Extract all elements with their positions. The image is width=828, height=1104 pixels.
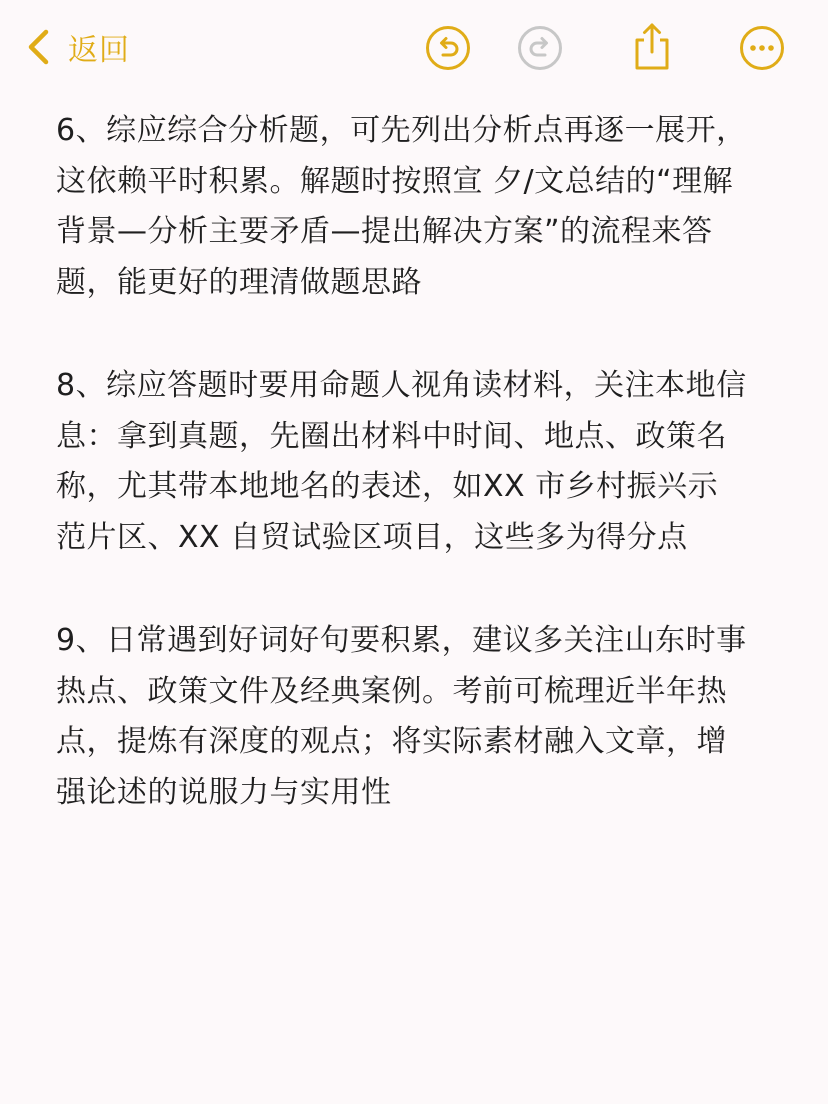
- note-paragraph: 6、综应综合分析题，可先列出分析点再逐一展开， 这依赖平时积累。解题时按照宣 夕/文总结的“理解 背景—分析主要矛盾—提出解决方案”的流程来答 题，能更好的理清做题思路: [56, 113, 747, 300]
- redo-button[interactable]: [516, 24, 564, 72]
- back-button[interactable]: [24, 26, 130, 68]
- chevron-left-icon: [24, 27, 52, 67]
- more-icon: [738, 24, 786, 72]
- more-button[interactable]: [738, 24, 786, 72]
- undo-icon: [424, 24, 472, 72]
- navigation-bar: [0, 0, 828, 96]
- note-paragraph: 8、综应答题时要用命题人视角读材料，关注本地信 息：拿到真题，先圈出材料中时间、地点、政策名 称，尤其带本地地名的表述，如XX 市乡村振兴示 范片区、XX 自贸试验区项目，这些多为得分点: [56, 368, 747, 555]
- note-body[interactable]: [56, 106, 796, 871]
- redo-icon: [516, 24, 564, 72]
- back-label: 返回: [68, 33, 130, 68]
- share-button[interactable]: [628, 20, 676, 72]
- undo-button[interactable]: [424, 24, 472, 72]
- note-paragraph: 9、日常遇到好词好句要积累，建议多关注山东时事 热点、政策文件及经典案例。考前可梳理近半年热 点，提炼有深度的观点；将实际素材融入文章，增 强论述的说服力与实用性: [56, 623, 747, 810]
- share-icon: [628, 20, 676, 72]
